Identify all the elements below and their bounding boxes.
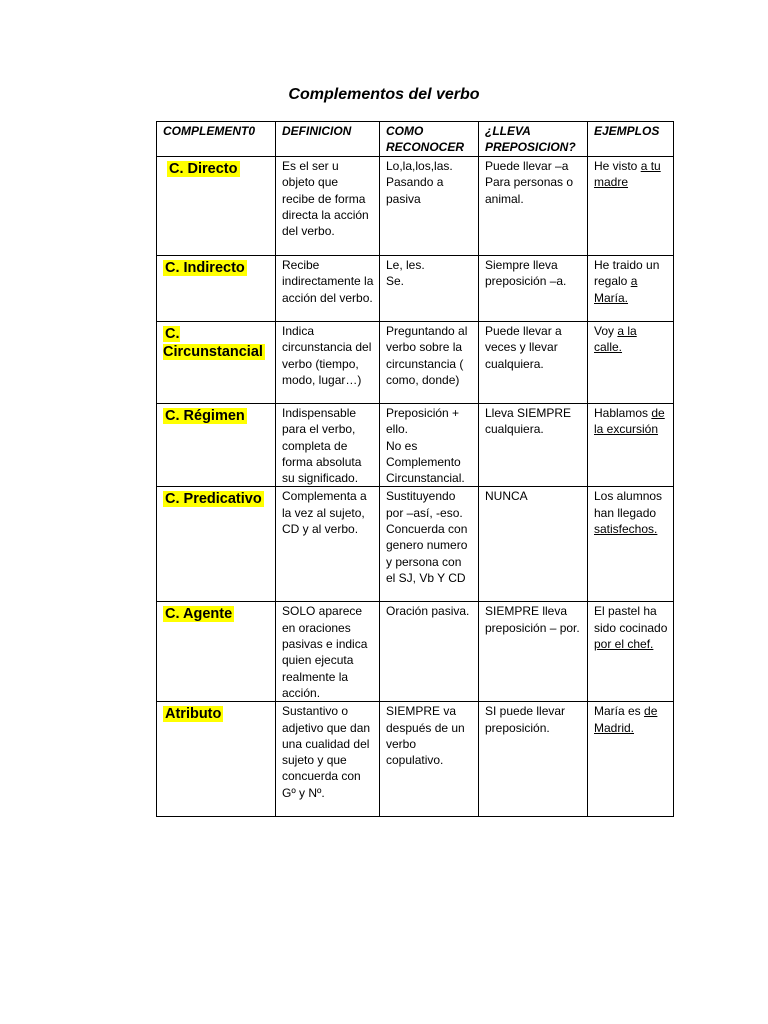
recognize-cell: Preguntando al verbo sobre la circunstancia ( como, donde) [380, 322, 479, 404]
term-label: C. Circunstancial [163, 326, 263, 360]
definition-cell: Sustantivo o adjetivo que dan una cualidad del sujeto y que concuerda con Gº y Nº. [276, 702, 380, 817]
example-cell [588, 256, 674, 322]
table-row [157, 702, 674, 817]
recognize-cell [380, 157, 479, 256]
example-underlined: satisfechos. [594, 522, 658, 537]
example-text: Voy [594, 324, 618, 338]
preposition-cell: Siempre lleva preposición –a. [479, 256, 588, 322]
recognize-cell: Oración pasiva. [380, 602, 479, 702]
definition-cell: SOLO aparece en oraciones pasivas e indica quien ejecuta realmente la acción. [276, 602, 380, 702]
page-title: Complementos del verbo [288, 86, 480, 103]
example-cell [588, 702, 674, 817]
header-complemento: COMPLEMENT0 [157, 122, 276, 157]
example-cell [588, 602, 674, 702]
preposition-cell: Lleva SIEMPRE cualquiera. [479, 404, 588, 487]
example-text: Los alumnos han llegado [594, 489, 663, 520]
term-label: C. Régimen [165, 408, 245, 424]
term-label: C. Indirecto [165, 260, 245, 276]
example-text: He visto [594, 159, 641, 173]
preposition-cell: Puede llevar –a Para personas o animal. [479, 157, 588, 256]
example-underlined: de Madrid. [594, 704, 658, 735]
recognize-line: Pasando a pasiva [386, 175, 444, 206]
recognize-line: No es Complemento Circunstancial. [386, 438, 465, 486]
recognize-line: Preposición + ello. [386, 406, 460, 437]
recognize-cell [380, 404, 479, 487]
table-row [157, 602, 674, 702]
recognize-line: Lo,la,los,las. [386, 159, 453, 173]
header-definicion: DEFINICION [276, 122, 380, 157]
preposition-cell: NUNCA [479, 487, 588, 602]
table-row [157, 256, 674, 322]
term-cell [157, 702, 276, 817]
header-lleva-preposicion: ¿LLEVA PREPOSICION? [479, 122, 588, 157]
definition-cell: Recibe indirectamente la acción del verbo. [276, 256, 380, 322]
term-label: C. Predicativo [165, 491, 262, 508]
complements-table [156, 121, 674, 817]
example-text: María es [594, 704, 645, 719]
example-underlined: de la excursión [594, 406, 665, 437]
term-cell [157, 404, 276, 487]
table-row [157, 322, 674, 404]
example-underlined: a tu madre [594, 159, 661, 190]
recognize-cell [380, 256, 479, 322]
term-cell [157, 157, 276, 256]
term-cell [157, 322, 276, 404]
definition-cell: Complementa a la vez al sujeto, CD y al verbo. [276, 487, 380, 602]
example-text: He traido un regalo [594, 258, 660, 289]
recognize-line: Se. [386, 274, 405, 289]
example-cell [588, 487, 674, 602]
header-como-reconocer: COMO RECONOCER [380, 122, 479, 157]
definition-cell: Es el ser u objeto que recibe de forma directa la acción del verbo. [276, 157, 380, 256]
definition-cell: Indispensable para el verbo, completa de forma absoluta su significado. [276, 404, 380, 487]
table-row [157, 404, 674, 487]
recognize-cell: Sustituyendo por –así, -eso. Concuerda con genero numero y persona con el SJ, Vb Y CD [380, 487, 479, 602]
preposition-cell: Puede llevar a veces y llevar cualquiera. [479, 322, 588, 404]
header-ejemplos: EJEMPLOS [588, 122, 674, 157]
preposition-cell: SIEMPRE lleva preposición – por. [479, 602, 588, 702]
example-cell [588, 157, 674, 256]
recognize-line: Le, les. [386, 258, 425, 272]
definition-cell: Indica circunstancia del verbo (tiempo, modo, lugar…) [276, 322, 380, 404]
term-cell [157, 487, 276, 602]
term-label: C. Agente [165, 606, 233, 623]
example-underlined: a la calle. [594, 324, 637, 355]
term-cell [157, 256, 276, 322]
table-row [157, 487, 674, 602]
header-row [157, 122, 674, 157]
preposition-cell: SI puede llevar preposición. [479, 702, 588, 817]
table-row [157, 157, 674, 256]
term-label: C. Directo [169, 161, 238, 177]
example-cell [588, 322, 674, 404]
recognize-cell: SIEMPRE va después de un verbo copulativo. [380, 702, 479, 817]
example-underlined: por el chef. [594, 637, 654, 652]
example-cell [588, 404, 674, 487]
term-cell [157, 602, 276, 702]
example-underlined: a María. [594, 274, 638, 305]
example-text: El pastel ha sido cocinado [594, 604, 668, 635]
example-text: Hablamos [594, 406, 652, 420]
term-label: Atributo [165, 706, 222, 723]
